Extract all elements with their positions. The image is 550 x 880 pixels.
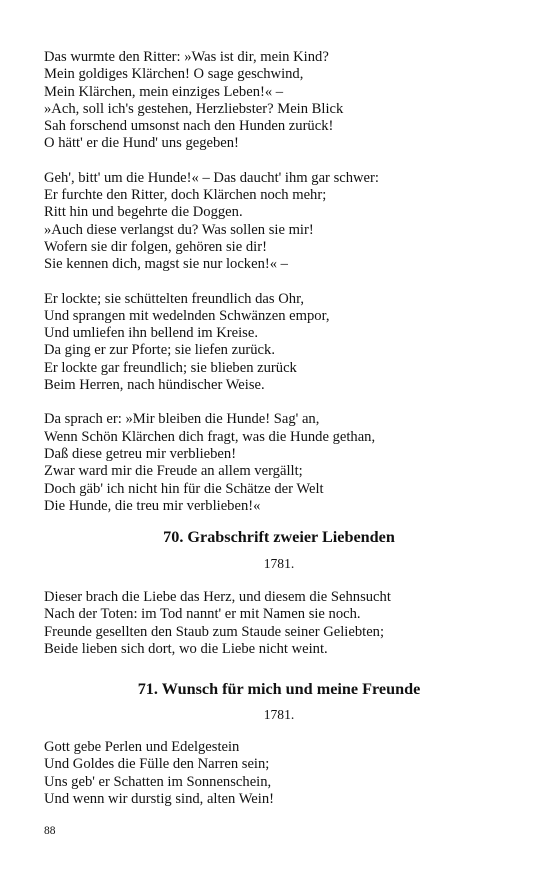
stanza: [44, 49, 514, 153]
verse-line: O hätt' er die Hund' uns gegeben!: [44, 135, 239, 152]
poem-title: 71. Wunsch für mich und meine Freunde: [137, 680, 421, 698]
verse-line: Mein goldiges Klärchen! O sage geschwind,: [44, 66, 304, 83]
verse-line: Die Hunde, die treu mir verblieben!«: [44, 497, 261, 514]
poem-year: 1781.: [263, 556, 295, 571]
verse-line: Beim Herren, nach hündischer Weise.: [44, 377, 265, 394]
verse-line: Wenn Schön Klärchen dich fragt, was die Hunde gethan,: [44, 428, 376, 445]
verse-line: Zwar ward mir die Freude an allem vergällt;: [44, 463, 303, 480]
verse-line: Geh', bitt' um die Hunde!« – Das daucht' ihm gar schwer:: [44, 169, 379, 186]
stanza: [44, 170, 514, 274]
verse-line: Wofern sie dir folgen, gehören sie dir!: [44, 238, 267, 255]
verse-line: »Ach, soll ich's gestehen, Herzliebster? Mein Blick: [44, 100, 344, 117]
verse-line: Und umliefen ihn bellend im Kreise.: [44, 325, 258, 342]
verse-line: Uns geb' er Schatten im Sonnenschein,: [44, 773, 272, 790]
verse-line: Und sprangen mit wedelnden Schwänzen empor,: [44, 307, 330, 324]
verse-line: Sah forschend umsonst nach den Hunden zurück!: [44, 118, 334, 135]
verse-line: Doch gäb' ich nicht hin für die Schätze der Welt: [44, 480, 324, 497]
page-number: 88: [44, 825, 56, 837]
stanza: [44, 411, 514, 515]
verse-line: Freunde gesellten den Staub zum Staude seiner Geliebten;: [44, 623, 385, 640]
verse-line: Er lockte gar freundlich; sie blieben zurück: [44, 359, 297, 376]
poem-year: 1781.: [263, 707, 295, 722]
verse-line: Da sprach er: »Mir bleiben die Hunde! Sag' an,: [44, 411, 320, 428]
verse-line: Und wenn wir durstig sind, alten Wein!: [44, 790, 274, 807]
ballad-continuation: [44, 49, 514, 532]
poem-title: 70. Grabschrift zweier Liebenden: [163, 528, 395, 546]
verse-line: Sie kennen dich, magst sie nur locken!« –: [44, 256, 288, 273]
verse-line: Das wurmte den Ritter: »Was ist dir, mein Kind?: [44, 49, 329, 65]
verse-line: Er furchte den Ritter, doch Klärchen noch mehr;: [44, 187, 327, 204]
verse-line: Gott gebe Perlen und Edelgestein: [44, 739, 240, 755]
verse-line: »Auch diese verlangst du? Was sollen sie mir!: [44, 221, 314, 238]
verse-line: Ritt hin und begehrte die Doggen.: [44, 204, 243, 221]
verse-line: Daß diese getreu mir verblieben!: [44, 445, 237, 462]
poem-body: [44, 589, 514, 658]
verse-line: Beide lieben sich dort, wo die Liebe nicht weint.: [44, 640, 328, 657]
verse-line: Da ging er zur Pforte; sie liefen zurück.: [44, 342, 275, 359]
verse-line: Er lockte; sie schüttelten freundlich das Ohr,: [44, 290, 304, 307]
verse-line: Mein Klärchen, mein einziges Leben!« –: [44, 83, 284, 100]
verse-line: Dieser brach die Liebe das Herz, und diesem die Sehnsucht: [44, 589, 391, 605]
verse-line: Und Goldes die Fülle den Narren sein;: [44, 756, 270, 773]
verse-line: Nach der Toten: im Tod nannt' er mit Namen sie noch.: [44, 606, 361, 623]
stanza: [44, 291, 514, 395]
poem-body: [44, 739, 514, 808]
